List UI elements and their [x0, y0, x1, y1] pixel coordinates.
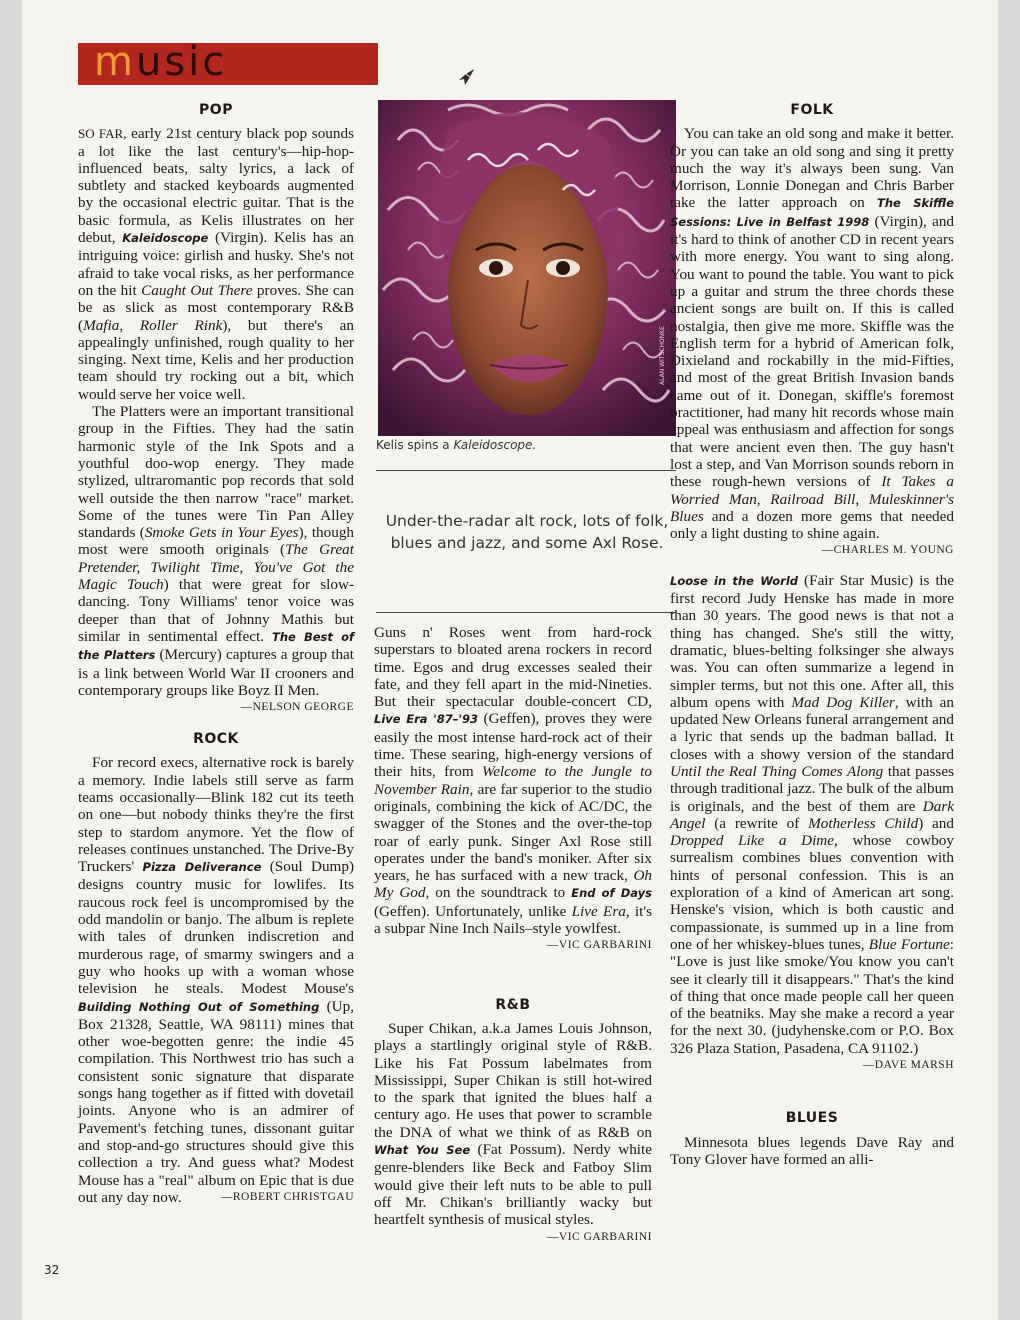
portrait-illustration — [378, 100, 676, 436]
column-right — [670, 102, 954, 1168]
pop-paragraph-1: SO FAR, early 21st century black pop sounds a lot like the last century's—hip-hop-influenced beats, salty lyrics, a lack of subtlety and stacked keyboards augmented by the occasional electric guitar. That is the basic formula, as Kelis illustrates on her debut, Kaleidoscope (Virgin). Kelis has an intriguing voice: girlish and husky. She's not afraid to take vocal risks, as her performance on the hit Caught Out There proves. She can be as slick as most contemporary R&B (Mafia, Roller Rink), but there's an appealingly unfinished, rough quality to her singing. Next time, Kelis and her production team should try rocking out a bit, which would serve her voice well. — [78, 125, 355, 403]
folk-signature-1: —CHARLES M. YOUNG — [821, 544, 954, 557]
magazine-page — [22, 0, 998, 1320]
pop-heading: POP — [199, 102, 233, 118]
photo-caption: Kelis spins a Kaleidoscope. — [376, 438, 537, 452]
pull-quote-rule-bottom — [376, 612, 676, 613]
kelis-photo — [378, 100, 676, 436]
folk-heading: FOLK — [790, 102, 834, 118]
gnr-signature: —VIC GARBARINI — [546, 939, 652, 952]
blues-paragraph: Minnesota blues legends Dave Ray and Tony Glover have formed an alli- — [670, 1133, 954, 1168]
blues-heading: BLUES — [785, 1110, 839, 1127]
bird-ornament-icon — [456, 66, 478, 88]
section-banner-label: music — [94, 39, 228, 85]
folk-paragraph-1: You can take an old song and make it better. Or you can take an old song and sing it pretty much the way it's always been sung. Van Morrison, Lonnie Donegan and Chris Barber take the latter approach on The Skiffle Sessions: Live in Belfast 1998 (Virgin), and it's hard to think of another CD in recent years with more energy. You want to sing along. You want to pound the table. You want to pick up a guitar and strum the three chords these ancient songs are built on. If this is called nostalgia, then give me more. Skiffle was the English term for a hybrid of American folk, Dixieland and rockabilly in the mid-Fifties, and most of the great British Invasion bands came out of it. Donegan, skiffle's foremost practitioner, had many hit records whose main appeal was enthusiasm and affection for songs that were ancient even then. The guy hasn't lost a step, and Van Morrison sounds reborn in these rough-hewn versions of It Takes a Worried Man, Railroad Bill, Muleskinner's Blues and a dozen more gems that needed only a light dusting to shine again. — [670, 125, 955, 543]
column-middle — [374, 624, 652, 1246]
folk-paragraph-2: Loose in the World (Fair Star Music) is the first record Judy Henske has made in more than 30 years. The good news is that not a thing has changed. She's still the witty, dramatic, blues-belting folksinger she always was. You can often summarize a legend in simpler terms, but not this one. After all, this album opens with Mad Dog Killer, with an updated New Orleans funeral arrangement and a lyric that sends up the badman ballad. It closes with a showy version of the standard Until the Real Thing Comes Along that passes through traditional jazz. The bulk of the album is originals, and the best of them are Dark Angel (a rewrite of Motherless Child) and Dropped Like a Dime, whose cowboy surrealism combines blues convention with hints of personal confession. This is an exploration of a kind of American art song. Henske's vision, which is both caustic and compassionate, is summed up in a line from one of her whiskey-blues tunes, Blue Fortune: "Love is just like smoke/You know you can't see it clearly till it disappears." That's the kind of thing that once made people call her queen of the beatniks. May she make a record a year for the next 30. (judyhenske.com or P.O. Box 326 Plaza Station, Pasadena, CA 91102.) — [670, 571, 955, 1057]
pull-quote: Under-the-radar alt rock, lots of folk, blues and jazz, and some Axl Rose. — [385, 512, 669, 552]
rnb-heading: R&B — [495, 996, 531, 1013]
pop-paragraph-2: The Platters were an important transitional group in the Fifties. They had the satin harmonic style of the Ink Spots and a youthful doo-wop energy. They made stylized, ultraromantic pop records that sold well outside the then narrow "race" market. Some of the tunes were Tin Pan Alley standards (Smoke Gets in Your Eyes), though most were smooth originals (The Great Pretender, Twilight Time, You've Got the Magic Touch) that were great for slow-dancing. Tony Williams' tenor voice was deeper than that of Johnny Mathis but similar in sentimental effect. The Best of the Platters (Mercury) captures a group that is a link between World War II crooners and contemporary groups like Boyz II Men. —NELSON GEORGE — [78, 403, 354, 699]
section-banner — [78, 39, 378, 85]
photo-credit: ALAN WITSCHONKE — [659, 326, 666, 385]
column-left — [78, 102, 354, 1206]
gnr-paragraph: Guns n' Roses went from hard-rock superstars to bloated arena rockers in record time. Egos and drug excesses sealed their fate, and they fell apart in the mid-Nineties. But their spectacular double-concert CD, Live Era '87–'93 (Geffen), proves they were easily the most intense hard-rock act of their time. These searing, high-energy versions of their hits, from Welcome to the Jungle to November Rain, are far superior to the studio originals, combining the kick of AC/DC, the swagger of the Stones and the over-the-top roar of early punk. Singer Axl Rose still operates under the band's moniker. After six years, he has surfaced with a new track, Oh My God, on the soundtrack to End of Days (Geffen). Unfortunately, unlike Live Era, it's a subpar Nine Inch Nails–style yowlfest. — [374, 624, 652, 938]
rnb-signature: —VIC GARBARINI — [546, 1230, 652, 1243]
pop-signature: —NELSON GEORGE — [240, 701, 354, 714]
rock-heading: ROCK — [193, 731, 239, 748]
folk-signature-2: —DAVE MARSH — [862, 1059, 954, 1072]
rock-signature: —ROBERT CHRISTGAU — [220, 1190, 354, 1203]
pull-quote-rule-top — [376, 470, 676, 471]
rnb-paragraph: Super Chikan, a.k.a James Louis Johnson, plays a startlingly original style of R&B. Like his Fat Possum labelmates from Mississippi, Super Chikan is still hot-wired to the spark that ignited the blues half a century ago. He uses that power to scramble the DNA of what we think of as R&B on What You See (Fat Possum). Nerdy white genre-blenders like Beck and Fatboy Slim would give their left nuts to be able to pull off Mr. Chikan's brilliantly wacky but heartfelt synthesis of musical styles. —VIC GARBARINI — [374, 1020, 652, 1229]
page-number: 32 — [44, 1263, 60, 1277]
rock-paragraph: For record execs, alternative rock is barely a memory. Indie labels still serve as farm teams occasionally—Blink 182 cut its teeth on one—but nobody thinks they're the first step to stardom anymore. Yet the flow of releases continues unstanched. The Drive-By Truckers' Pizza Deliverance (Soul Dump) designs country music for lowlifes. Its raucous rock feel is uncompromised by the odd mandolin or banjo. The album is replete with tales of drunken indiscretion and murderous rage, of smarmy swingers and a guy who hooks up with a woman whose television he steals. Modest Mouse's Building Nothing Out of Something (Up, Box 21328, Seattle, WA 98111) mines that other woe-begotten genre: the indie 45 compilation. This Northwest trio has such a consistent sonic signature that disparate songs hang together as if fitted with dovetail joints. Anyone who is an admirer of Pavement's fetching tunes, dissonant guitar and stop-and-go structures should give this collection a try. And guess what? Modest Mouse has a "real" album on Epic that is due out any day now. —ROBERT CHRISTGAU — [78, 754, 355, 1206]
